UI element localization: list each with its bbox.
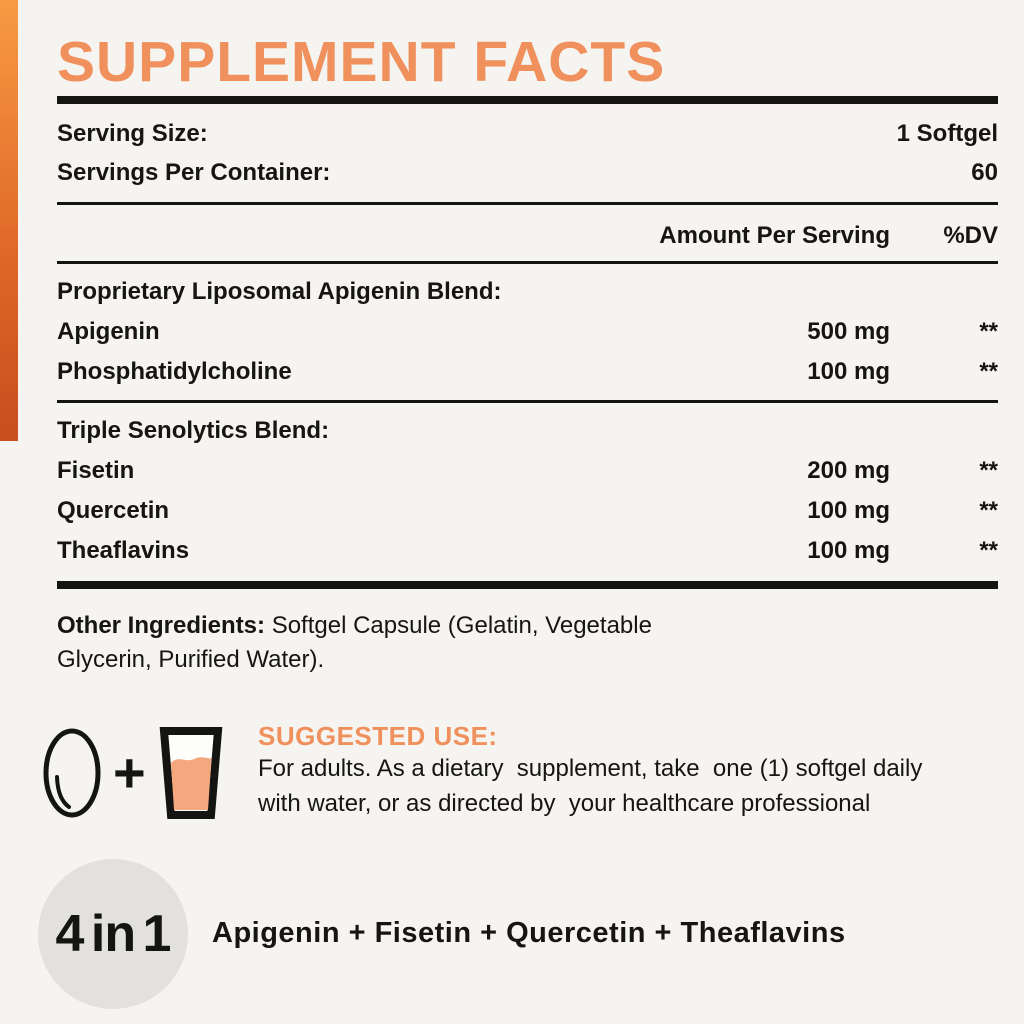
other-ingredients — [57, 609, 737, 677]
suggested-use-line-1: For adults. As a dietary supplement, take one (1) softgel daily — [258, 754, 923, 782]
ingredient-name: Fisetin — [57, 456, 135, 484]
suggested-use-text — [258, 721, 998, 821]
label-content — [57, 0, 998, 1009]
other-ingredients-text: Softgel Capsule (Gelatin, Vegetable — [265, 611, 652, 639]
table-row — [57, 531, 998, 571]
water-glass-icon — [158, 726, 224, 820]
blend-group-header: Triple Senolytics Blend: — [57, 416, 330, 444]
suggested-use-section — [57, 721, 998, 821]
softgel-icon — [41, 726, 103, 820]
table-row — [57, 491, 998, 531]
servings-per-container-label: Servings Per Container: — [57, 158, 331, 186]
divider-thin-2 — [57, 261, 998, 264]
table-row — [57, 352, 998, 392]
ingredient-name: Apigenin — [57, 317, 160, 345]
other-ingredients-text-line2: Glycerin, Purified Water). — [57, 645, 325, 673]
four-in-one-text: 4 in 1 — [55, 904, 171, 963]
serving-size-row — [57, 114, 998, 153]
badge-section — [57, 859, 998, 1009]
serving-size-label: Serving Size: — [57, 119, 208, 147]
four-in-one-badge — [38, 859, 188, 1009]
divider-thick-top — [57, 96, 998, 104]
plus-icon: + — [113, 740, 146, 804]
serving-info — [57, 104, 998, 202]
table-row — [57, 451, 998, 491]
ingredient-amount: 500 mg — [807, 317, 890, 345]
ingredient-amount: 200 mg — [807, 456, 890, 484]
table-header-row — [57, 205, 998, 261]
other-ingredients-label: Other Ingredients: — [57, 611, 266, 639]
suggested-use-line-2: with water, or as directed by your healthcare professional — [258, 789, 871, 817]
ingredient-name: Phosphatidylcholine — [57, 357, 292, 385]
serving-size-value: 1 Softgel — [896, 119, 998, 147]
page-title: SUPPLEMENT FACTS — [57, 30, 666, 94]
blend-group-liposomal — [57, 272, 998, 392]
ingredient-dv: ** — [979, 456, 998, 484]
dv-header: %DV — [943, 221, 998, 249]
ingredient-amount: 100 mg — [807, 536, 890, 564]
suggested-use-icons — [57, 721, 258, 821]
left-accent-bar — [0, 0, 18, 441]
divider-thin-3 — [57, 400, 998, 403]
suggested-use-heading: SUGGESTED USE: — [258, 720, 498, 751]
ingredient-dv: ** — [979, 536, 998, 564]
ingredient-amount: 100 mg — [807, 357, 890, 385]
formula-text: Apigenin + Fisetin + Quercetin + Theaflavins — [212, 917, 846, 950]
table-row — [57, 312, 998, 352]
amount-per-serving-header: Amount Per Serving — [659, 221, 890, 249]
servings-per-container-row — [57, 153, 998, 192]
ingredient-name: Theaflavins — [57, 536, 190, 564]
blend-group-senolytics — [57, 411, 998, 571]
ingredient-name: Quercetin — [57, 496, 170, 524]
ingredient-dv: ** — [979, 317, 998, 345]
divider-thick-bottom — [57, 581, 998, 589]
blend-group-header: Proprietary Liposomal Apigenin Blend: — [57, 277, 502, 305]
ingredient-dv: ** — [979, 357, 998, 385]
servings-per-container-value: 60 — [971, 158, 998, 186]
ingredient-amount: 100 mg — [807, 496, 890, 524]
ingredient-dv: ** — [979, 496, 998, 524]
